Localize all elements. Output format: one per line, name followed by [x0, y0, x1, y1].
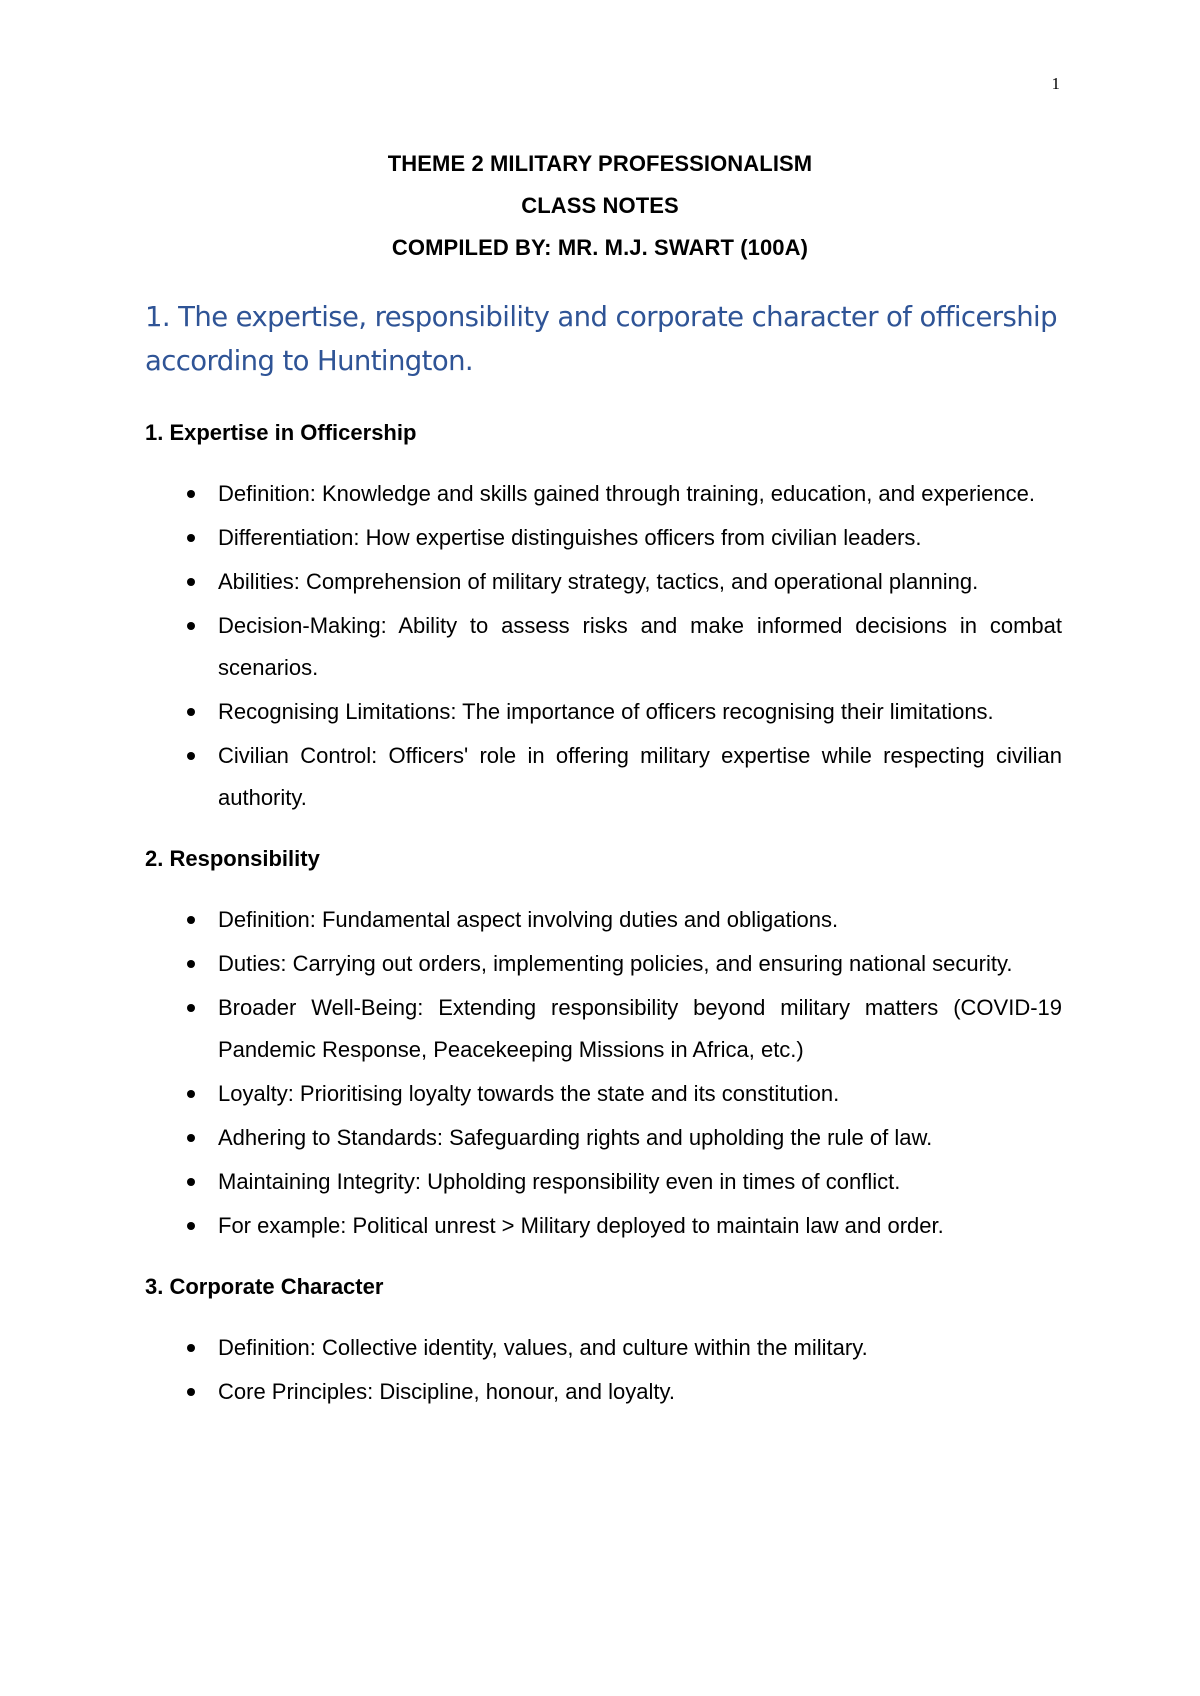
list-item-text: Loyalty: Prioritising loyalty towards the state and its constitution.: [218, 1081, 840, 1106]
list-item-text: Duties: Carrying out orders, implementing policies, and ensuring national security.: [218, 951, 1013, 976]
bullet-icon: [187, 1134, 195, 1142]
list-item-text: Abilities: Comprehension of military strategy, tactics, and operational planning.: [218, 569, 979, 594]
page-number: 1: [1051, 74, 1060, 93]
document-title-block: [0, 143, 1200, 269]
document-title: THEME 2 MILITARY PROFESSIONALISM: [387, 151, 813, 176]
bullet-list: [145, 899, 1062, 1247]
list-item: [145, 1117, 1062, 1159]
bullet-list: [145, 1327, 1062, 1413]
bullet-icon: [187, 534, 195, 542]
bullet-icon: [187, 1344, 195, 1352]
list-item: [145, 1327, 1062, 1369]
section-heading: 1. Expertise in Officership: [145, 420, 417, 445]
section-responsibility: [145, 844, 1062, 1247]
section-heading: 3. Corporate Character: [145, 1274, 384, 1299]
bullet-list: [145, 473, 1062, 819]
list-item: [145, 1205, 1062, 1247]
bullet-icon: [187, 490, 195, 498]
list-item-text: Adhering to Standards: Safeguarding rights and upholding the rule of law.: [218, 1125, 933, 1150]
list-item: [145, 899, 1062, 941]
document-author: COMPILED BY: MR. M.J. SWART (100A): [391, 235, 809, 260]
list-item: [145, 987, 1062, 1071]
bullet-icon: [187, 708, 195, 716]
section-expertise: [145, 418, 1062, 819]
list-item-text: Maintaining Integrity: Upholding responsibility even in times of conflict.: [218, 1169, 901, 1194]
list-item-text: Definition: Collective identity, values, and culture within the military.: [218, 1335, 868, 1360]
bullet-icon: [187, 1222, 195, 1230]
bullet-icon: [187, 1004, 195, 1012]
section-corporate-character: [145, 1272, 1062, 1413]
document-subtitle: CLASS NOTES: [521, 193, 679, 218]
bullet-icon: [187, 578, 195, 586]
bullet-icon: [187, 1090, 195, 1098]
list-item: [145, 1161, 1062, 1203]
list-item-text: Definition: Knowledge and skills gained through training, education, and experience.: [218, 481, 1035, 506]
bullet-icon: [187, 622, 195, 630]
list-item: [145, 605, 1062, 689]
list-item: [145, 735, 1062, 819]
list-item-text: Core Principles: Discipline, honour, and loyalty.: [218, 1379, 675, 1404]
list-item-text: Decision-Making: Ability to assess risks and make informed decisions in combat scenarios.: [218, 613, 1062, 680]
list-item: [145, 691, 1062, 733]
list-item: [145, 1371, 1062, 1413]
notes-content: [145, 418, 1062, 1438]
bullet-icon: [187, 916, 195, 924]
list-item: [145, 943, 1062, 985]
list-item-text: Civilian Control: Officers' role in offering military expertise while respecting civilian authority.: [218, 743, 1062, 810]
bullet-icon: [187, 960, 195, 968]
list-item-text: Broader Well-Being: Extending responsibility beyond military matters (COVID-19 Pandemic Response, Peacekeeping Missions in Africa, etc.): [218, 995, 1062, 1062]
list-item-text: Definition: Fundamental aspect involving duties and obligations.: [218, 907, 839, 932]
main-heading: 1. The expertise, responsibility and corporate character of officership according to Huntington.: [145, 301, 1057, 377]
bullet-icon: [187, 1178, 195, 1186]
section-heading: 2. Responsibility: [145, 846, 320, 871]
list-item: [145, 517, 1062, 559]
list-item: [145, 561, 1062, 603]
list-item-text: Recognising Limitations: The importance of officers recognising their limitations.: [218, 699, 994, 724]
list-item-text: For example: Political unrest > Military deployed to maintain law and order.: [218, 1213, 944, 1238]
list-item-text: Differentiation: How expertise distinguishes officers from civilian leaders.: [218, 525, 922, 550]
bullet-icon: [187, 1388, 195, 1396]
list-item: [145, 1073, 1062, 1115]
list-item: [145, 473, 1062, 515]
bullet-icon: [187, 752, 195, 760]
